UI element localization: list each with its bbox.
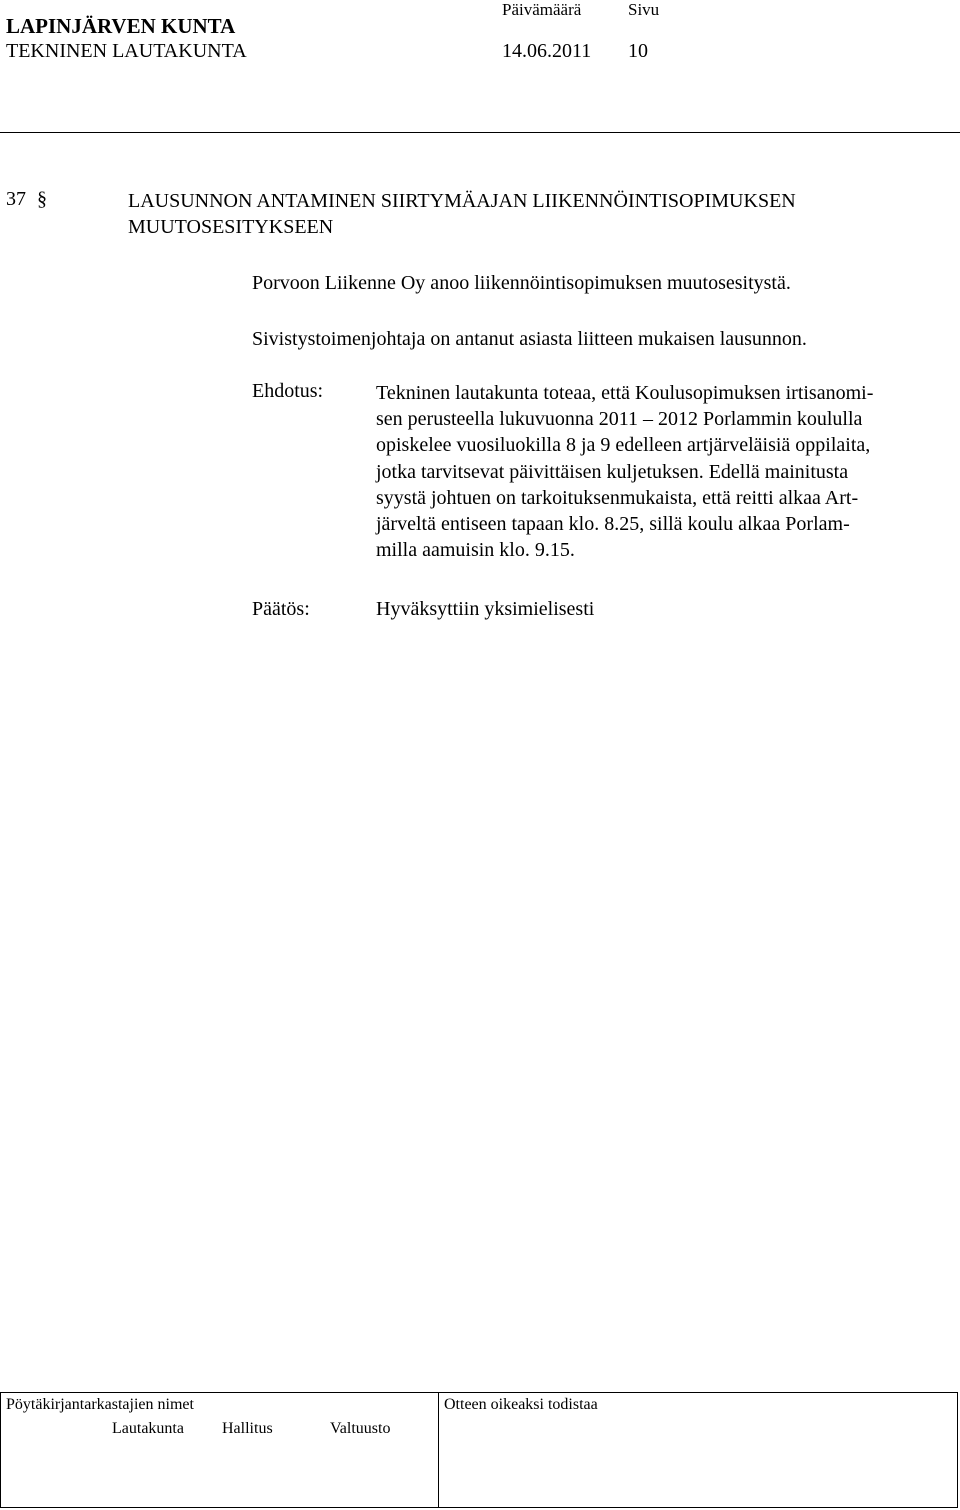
- date-label: Päivämäärä: [502, 0, 582, 19]
- proposal-line: jotka tarvitsevat päivittäisen kuljetuksen. Edellä mainitusta: [376, 460, 849, 483]
- body-hallitus: Hallitus: [222, 1420, 273, 1437]
- proposal-line: sen perusteella lukuvuonna 2011 – 2012 Porlammin koululla: [376, 408, 863, 431]
- signature-box-divider: [438, 1392, 439, 1508]
- section-symbol: §: [37, 188, 47, 210]
- header-divider: [0, 132, 960, 133]
- meeting-date: 14.06.2011: [502, 40, 592, 62]
- proposal-text: [376, 380, 946, 563]
- paragraph-application: Porvoon Liikenne Oy anoo liikennöintisopimuksen muutosesitystä.: [252, 272, 791, 294]
- body-lautakunta: Lautakunta: [112, 1420, 184, 1437]
- section-title: [128, 188, 796, 240]
- organization-name: LAPINJÄRVEN KUNTA: [6, 14, 236, 38]
- committee-name: TEKNINEN LAUTAKUNTA: [6, 40, 247, 62]
- decision-text: Hyväksyttiin yksimielisesti: [376, 598, 595, 620]
- section-number-value: 37: [6, 188, 26, 210]
- section-title-line: MUUTOSESITYKSEEN: [128, 216, 334, 238]
- proposal-line: järveltä entiseen tapaan klo. 8.25, sillä koulu alkaa Porlam-: [376, 513, 850, 536]
- proposal-line: Tekninen lautakunta toteaa, että Koulusopimuksen irtisanomi-: [376, 382, 874, 404]
- verifiers-label: Pöytäkirjantarkastajien nimet: [6, 1396, 194, 1413]
- body-valtuusto: Valtuusto: [330, 1420, 391, 1437]
- section-title-line: LAUSUNNON ANTAMINEN SIIRTYMÄAJAN LIIKENNÖINTISOPIMUKSEN: [128, 190, 796, 212]
- page-label: Sivu: [628, 0, 660, 19]
- proposal-line: milla aamuisin klo. 9.15.: [376, 539, 575, 562]
- section-number: [6, 188, 47, 211]
- certified-label: Otteen oikeaksi todistaa: [444, 1396, 598, 1413]
- page-number: 10: [628, 40, 648, 62]
- proposal-line: syystä johtuen on tarkoituksenmukaista, että reitti alkaa Art-: [376, 486, 859, 509]
- paragraph-statement: Sivistystoimenjohtaja on antanut asiasta liitteen mukaisen lausunnon.: [252, 328, 807, 350]
- proposal-label: Ehdotus:: [252, 380, 324, 402]
- proposal-line: opiskelee vuosiluokilla 8 ja 9 edelleen artjärveläisiä oppilaita,: [376, 434, 871, 457]
- decision-label: Päätös:: [252, 598, 310, 620]
